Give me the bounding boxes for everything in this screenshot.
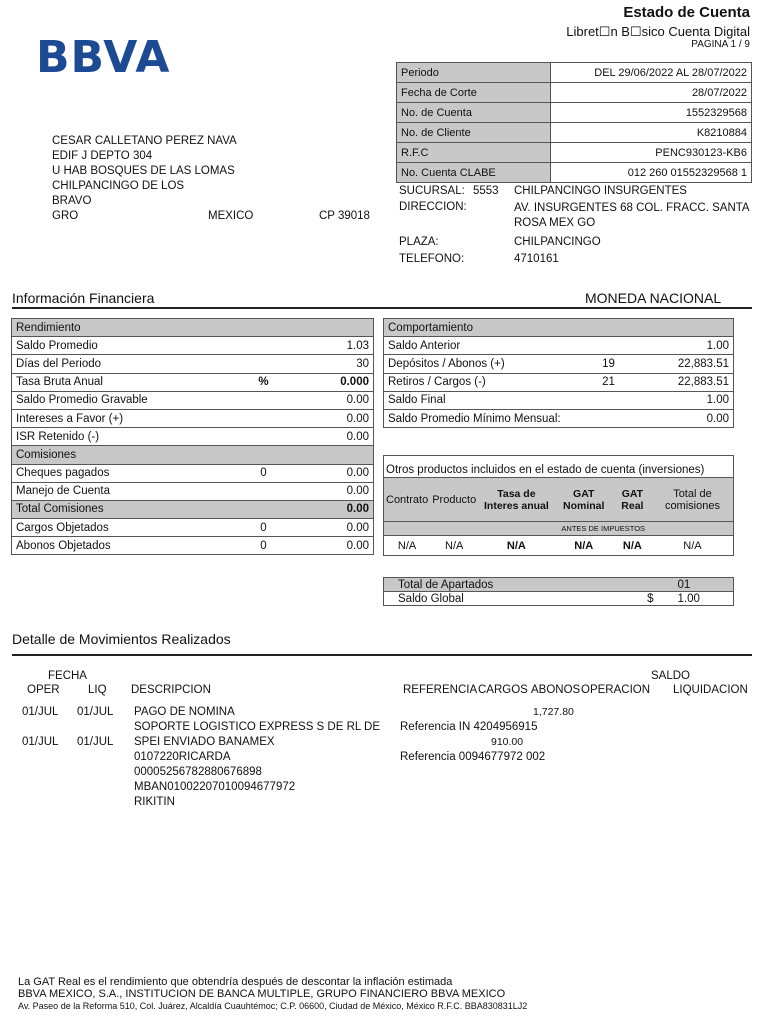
info-row (397, 63, 752, 83)
apartados-table (383, 577, 734, 606)
account-info-table (396, 62, 752, 183)
direccion-value: AV. INSURGENTES 68 COL. FRACC. SANTA ROSA MEX GO (514, 202, 749, 229)
total-apartados-label: Total de Apartados (384, 578, 604, 592)
col-descripcion: DESCRIPCION (131, 684, 211, 696)
currency-label: MONEDA NACIONAL (585, 290, 722, 306)
total-comisiones-label: Total Comisiones (12, 500, 224, 518)
col-operacion: OPERACION (581, 684, 651, 696)
sucursal-number: 5553 (473, 185, 499, 197)
row-mid (584, 337, 634, 355)
address-line: CHILPANCINGO DE LOS (52, 180, 185, 192)
footer-gat-note: La GAT Real es el rendimiento que obtendría después de descontar la inflación estimada (18, 976, 453, 988)
row-label: Retiros / Cargos (-) (384, 373, 584, 391)
info-row (397, 163, 752, 183)
financial-info-title: Información Financiera (12, 290, 155, 306)
otros-value: N/A (555, 536, 613, 556)
row-value: 30 (304, 355, 374, 373)
row-value: 0.00 (304, 519, 374, 537)
row-value: 0.00 (304, 409, 374, 427)
total-apartados-value: 01 (664, 578, 734, 592)
address-country: MEXICO (208, 210, 254, 222)
telefono-label: TELEFONO: (399, 253, 465, 265)
row-label: Saldo Promedio Mínimo Mensual: (384, 409, 634, 427)
mov-oper-date: 01/JUL (22, 736, 59, 748)
plaza-label: PLAZA: (399, 236, 439, 248)
otros-col-header: Contrato (384, 478, 431, 522)
table-row (384, 592, 734, 606)
info-label: Periodo (397, 63, 551, 83)
table-row (12, 355, 374, 373)
otros-title: Otros productos incluidos en el estado de cuenta (inversiones) (384, 456, 734, 478)
row-label: Tasa Bruta Anual (12, 373, 224, 391)
row-mid (224, 409, 304, 427)
mov-detail: RIKITIN (134, 796, 175, 808)
info-row (397, 103, 752, 123)
table-row (12, 537, 374, 555)
otros-value: N/A (652, 536, 734, 556)
row-value: 1.03 (304, 337, 374, 355)
col-liquidacion: LIQUIDACION (673, 684, 748, 696)
row-label: Cargos Objetados (12, 519, 224, 537)
page-number: PAGINA 1 / 9 (691, 39, 750, 50)
row-label: Intereses a Favor (+) (12, 409, 224, 427)
mov-cargo: 910.00 (491, 736, 524, 748)
mov-detail: 0107220RICARDA (134, 751, 231, 763)
row-label: Manejo de Cuenta (12, 482, 224, 500)
table-row (12, 337, 374, 355)
row-value: 0.00 (304, 482, 374, 500)
col-liq: LIQ (88, 684, 107, 696)
table-row (12, 500, 374, 518)
info-value: 28/07/2022 (551, 83, 752, 103)
address-line: EDIF J DEPTO 304 (52, 150, 153, 162)
col-cargos: CARGOS (478, 684, 528, 696)
mov-detail: MBAN01002207010094677972 (134, 781, 296, 793)
mov-description: PAGO DE NOMINA (134, 706, 235, 718)
info-label: Fecha de Corte (397, 83, 551, 103)
row-value: 0.00 (304, 537, 374, 555)
info-row (397, 143, 752, 163)
movimientos-title: Detalle de Movimientos Realizados (12, 631, 231, 647)
bbva-logo: BBVA (36, 32, 171, 83)
direccion-label: DIRECCION: (399, 201, 467, 213)
mov-detail: 00005256782880676898 (134, 766, 262, 778)
row-mid: 0 (224, 519, 304, 537)
table-row (12, 391, 374, 409)
otros-value: N/A (478, 536, 554, 556)
section-divider (12, 307, 752, 309)
mov-oper-date: 01/JUL (22, 706, 59, 718)
otros-value: N/A (613, 536, 652, 556)
footer (18, 976, 527, 1012)
statement-title: Estado de Cuenta (623, 4, 750, 21)
row-mid: % (224, 373, 304, 391)
mov-abono: 1,727.80 (533, 706, 574, 718)
info-label: No. Cuenta CLABE (397, 163, 551, 183)
mov-reference: Referencia IN 4204956915 (400, 721, 538, 733)
row-mid (224, 391, 304, 409)
saldo-global-value: 1.00 (664, 592, 734, 606)
row-value: 1.00 (634, 337, 734, 355)
row-value: 0.000 (304, 373, 374, 391)
row-label: Depósitos / Abonos (+) (384, 355, 584, 373)
row-label: Saldo Promedio Gravable (12, 391, 224, 409)
comisiones-header: Comisiones (12, 446, 374, 464)
row-mid (224, 355, 304, 373)
row-mid (224, 337, 304, 355)
info-row (397, 123, 752, 143)
total-comisiones-value: 0.00 (304, 500, 374, 518)
table-row (12, 519, 374, 537)
row-label: Saldo Final (384, 391, 584, 409)
sucursal-name: CHILPANCINGO INSURGENTES (514, 185, 687, 197)
row-label: Días del Periodo (12, 355, 224, 373)
info-row (397, 83, 752, 103)
section-divider (12, 654, 752, 656)
row-value: 0.00 (304, 464, 374, 482)
col-referencia: REFERENCIA (403, 684, 478, 696)
otros-value: N/A (430, 536, 478, 556)
row-label: ISR Retenido (-) (12, 428, 224, 446)
row-mid: 0 (224, 464, 304, 482)
saldo-global-label: Saldo Global (384, 592, 604, 606)
otros-productos-table (383, 455, 734, 556)
otros-col-header: Producto (430, 478, 478, 522)
comportamiento-table (383, 318, 734, 428)
row-value: 22,883.51 (634, 373, 734, 391)
table-row (12, 373, 374, 391)
branch-info (399, 185, 754, 269)
rendimiento-table (11, 318, 374, 555)
plaza-value: CHILPANCINGO (514, 236, 601, 248)
table-row (12, 409, 374, 427)
customer-address (52, 134, 382, 224)
footer-bank-name: BBVA MEXICO, S.A., INSTITUCION DE BANCA MULTIPLE, GRUPO FINANCIERO BBVA MEXICO (18, 988, 506, 1000)
mov-description: SPEI ENVIADO BANAMEX (134, 736, 275, 748)
address-state: GRO (52, 210, 79, 222)
table-row (384, 373, 734, 391)
mov-detail: SOPORTE LOGISTICO EXPRESS S DE RL DE (134, 721, 381, 733)
table-row (384, 409, 734, 427)
table-row (384, 337, 734, 355)
otros-col-header: Total de comisiones (652, 478, 734, 522)
saldo-global-currency: $ (604, 592, 664, 606)
otros-col-header: GAT Real (613, 478, 652, 522)
col-fecha: FECHA (48, 670, 87, 682)
info-label: R.F.C (397, 143, 551, 163)
info-value: 012 260 01552329568 1 (551, 163, 752, 183)
info-value: K8210884 (551, 123, 752, 143)
table-row (384, 355, 734, 373)
row-label: Saldo Promedio (12, 337, 224, 355)
mov-reference: Referencia 0094677972 002 (400, 751, 546, 763)
otros-value: N/A (384, 536, 431, 556)
table-row (12, 464, 374, 482)
info-label: No. de Cuenta (397, 103, 551, 123)
info-label: No. de Cliente (397, 123, 551, 143)
row-mid (224, 428, 304, 446)
row-label: Abonos Objetados (12, 537, 224, 555)
row-mid: 21 (584, 373, 634, 391)
address-cp: CP 39018 (319, 210, 370, 222)
row-value: 1.00 (634, 391, 734, 409)
col-saldo: SALDO (651, 670, 690, 682)
statement-subtitle: Libret☐n B☐sico Cuenta Digital (566, 24, 750, 39)
col-oper: OPER (27, 684, 60, 696)
footer-address: Av. Paseo de la Reforma 510, Col. Juárez, Alcaldía Cuauhtémoc; C.P. 06600, Ciudad de México, México R.F.C. BBA830831LJ2 (18, 1001, 528, 1011)
address-line: BRAVO (52, 195, 92, 207)
telefono-value: 4710161 (514, 253, 559, 265)
col-abonos: ABONOS (531, 684, 581, 696)
row-label: Cheques pagados (12, 464, 224, 482)
row-value: 22,883.51 (634, 355, 734, 373)
row-mid: 0 (224, 537, 304, 555)
row-value: 0.00 (304, 428, 374, 446)
info-value: DEL 29/06/2022 AL 28/07/2022 (551, 63, 752, 83)
row-value: 0.00 (304, 391, 374, 409)
comportamiento-header: Comportamiento (384, 319, 734, 337)
mov-liq-date: 01/JUL (77, 736, 114, 748)
row-mid (224, 482, 304, 500)
table-row (384, 391, 734, 409)
mov-liq-date: 01/JUL (77, 706, 114, 718)
row-mid: 19 (584, 355, 634, 373)
table-row (12, 482, 374, 500)
otros-col-header: Tasa de Interes anual (478, 478, 554, 522)
otros-row (384, 536, 734, 556)
row-label: Saldo Anterior (384, 337, 584, 355)
row-value: 0.00 (634, 409, 734, 427)
sucursal-label: SUCURSAL: (399, 185, 465, 197)
row-mid (584, 391, 634, 409)
table-row (384, 578, 734, 592)
info-value: 1552329568 (551, 103, 752, 123)
antes-impuestos-label: ANTES DE IMPUESTOS (555, 522, 652, 536)
table-row (12, 428, 374, 446)
customer-name: CESAR CALLETANO PEREZ NAVA (52, 135, 237, 147)
rendimiento-header: Rendimiento (12, 319, 374, 337)
otros-col-header: GAT Nominal (555, 478, 613, 522)
address-line: U HAB BOSQUES DE LAS LOMAS (52, 165, 235, 177)
info-value: PENC930123-KB6 (551, 143, 752, 163)
